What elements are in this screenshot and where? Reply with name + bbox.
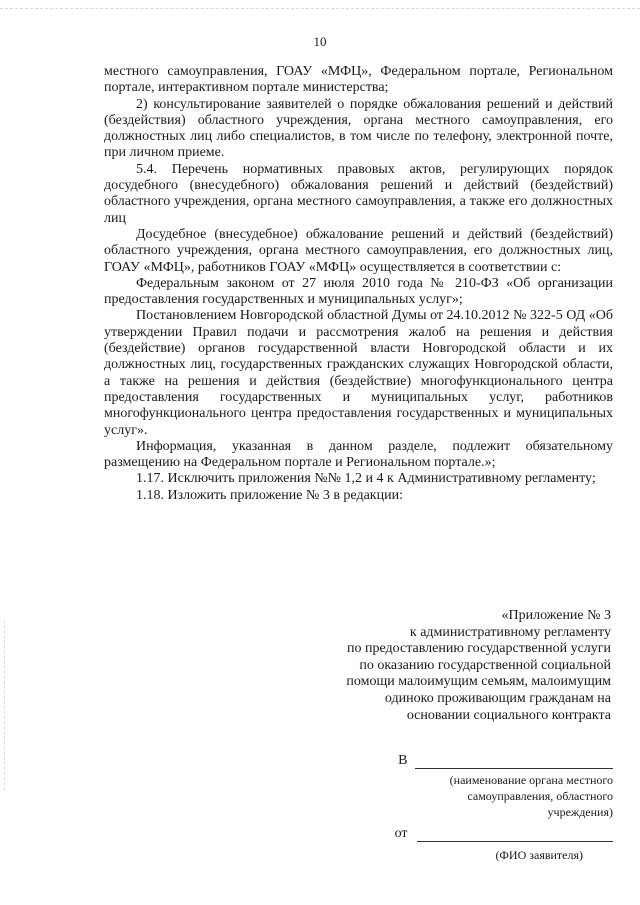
applicant-label: от bbox=[394, 826, 408, 841]
appendix-line: по предоставлению государственной услуги bbox=[347, 641, 611, 657]
appendix-line: основании социального контракта bbox=[406, 707, 611, 723]
appendix-header bbox=[281, 608, 611, 724]
paragraph: 1.17. Исключить приложения №№ 1,2 и 4 к Административному регламенту; bbox=[136, 471, 596, 487]
appendix-line: одиноко проживающим гражданам на bbox=[384, 690, 611, 706]
recipient-field bbox=[398, 753, 613, 769]
applicant-field bbox=[395, 826, 613, 842]
appendix-line: помощи малоимущим семьям, малоимущим bbox=[346, 674, 611, 690]
paragraph: Постановлением Новгородской областной Думы от 24.10.2012 № 322-5 ОД «Об утверждении Правил подачи и рассмотрения жалоб на решения и действия (бездействие) органов государственной власти Новгородской области и их должностных лиц, государственных гражданских служащих Новгородской области, а также на решения и действия (бездействие) многофункционального центра предоставления государственных и муниципальных услуг, работников многофункционального центра предоставления государственных и муниципальных услуг». bbox=[104, 308, 613, 438]
page-number: 10 bbox=[313, 34, 327, 49]
paragraph: Федеральным законом от 27 июля 2010 года № 210-ФЗ «Об организации предоставления государственных и муниципальных услуг»; bbox=[104, 275, 613, 308]
appendix-line: к административному регламенту bbox=[409, 624, 611, 640]
paragraph: Досудебное (внесудебное) обжалование решений и действий (бездействий) областного учреждения, органа местного самоуправления, его должностных лиц, ГОАУ «МФЦ», работников ГОАУ «МФЦ» осуществляется в соответствии с: bbox=[104, 226, 613, 275]
scan-edge-artifact bbox=[0, 8, 640, 9]
document-body bbox=[104, 64, 613, 504]
paragraph: Информация, указанная в данном разделе, подлежит обязательному размещению на Федеральном портале и Региональном портале.»; bbox=[104, 438, 613, 471]
paragraph: 2) консультирование заявителей о порядке обжалования решений и действий (бездействия) областного учреждения, органа местного самоуправления, его должностных лиц либо специалистов, в том числе по телефону, электронной почте, при личном приеме. bbox=[104, 96, 613, 161]
paragraph: местного самоуправления, ГОАУ «МФЦ», Федеральном портале, Региональном портале, интерактивном портале министерства; bbox=[104, 64, 613, 96]
applicant-hint: (ФИО заявителя) bbox=[495, 848, 583, 862]
appendix-line: «Приложение № 3 bbox=[501, 608, 611, 623]
recipient-hint: (наименование органа местного самоуправления, областного учреждения) bbox=[449, 773, 613, 819]
recipient-label: В bbox=[398, 753, 408, 768]
applicant-blank-line bbox=[417, 828, 613, 842]
paragraph: 5.4. Перечень нормативных правовых актов, регулирующих порядок досудебного (внесудебного) обжалования решений и действий (бездействий) областного учреждения, органа местного самоуправления, а также его должностных лиц bbox=[104, 161, 613, 226]
scan-margin-artifact bbox=[4, 620, 5, 790]
recipient-blank-line bbox=[415, 754, 613, 769]
appendix-line: по оказанию государственной социальной bbox=[359, 657, 611, 673]
paragraph: 1.18. Изложить приложение № 3 в редакции: bbox=[136, 487, 403, 503]
